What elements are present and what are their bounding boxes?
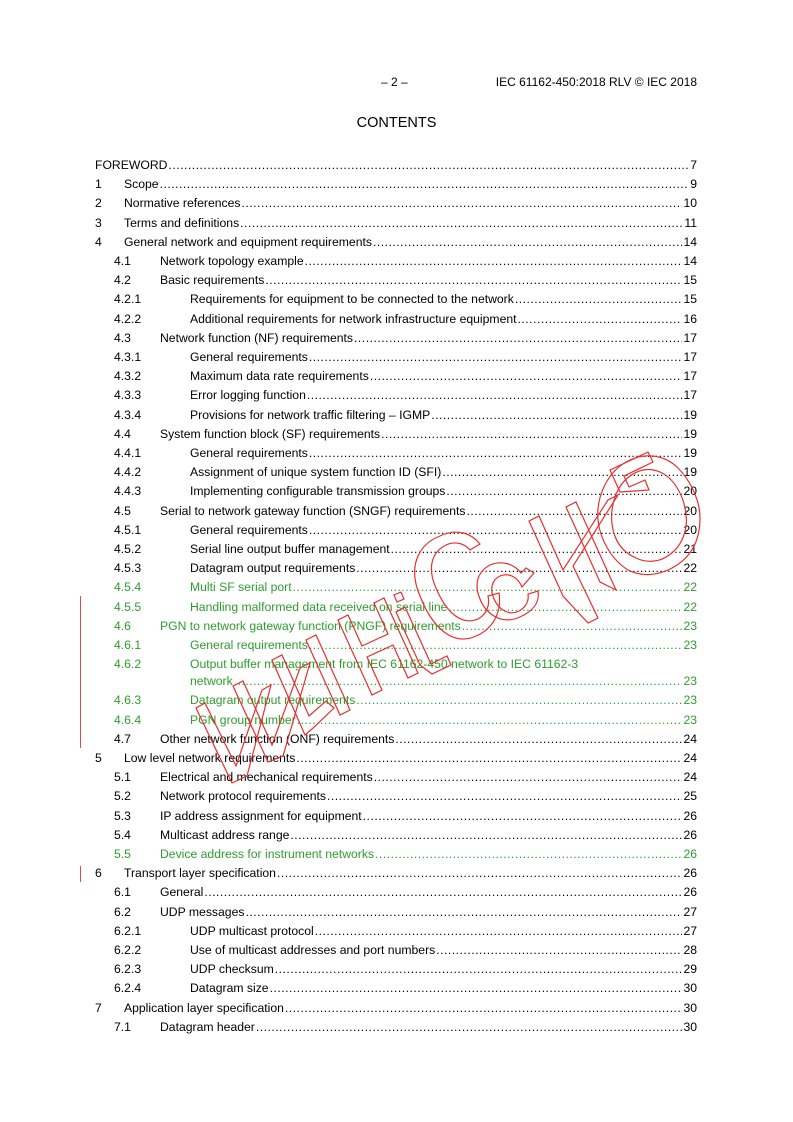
toc-entry-title: Handling malformed data received on serial line (190, 599, 448, 614)
toc-entry-number: 4.4.2 (114, 465, 142, 480)
watermark-letter-shape (415, 532, 500, 639)
toc-entry-number: 4 (95, 234, 102, 249)
toc-entry-number: 4.5.5 (114, 599, 142, 614)
toc-entry-number: 4.1 (114, 254, 131, 268)
toc-entry-number: 6.2.1 (114, 923, 142, 938)
toc-entry-number: 4.4.3 (114, 484, 142, 499)
watermark-letter-shape (233, 663, 310, 762)
toc-entry-title: Scope (124, 177, 159, 192)
toc-entry-number: 4.6.1 (114, 638, 142, 652)
toc-entry-title: General requirements (190, 638, 308, 652)
toc-entry-number: 4.4 (114, 426, 131, 441)
watermark-letter-shape (394, 592, 451, 674)
toc-entry-page: 19 (683, 446, 697, 460)
toc-entry-page: 19 (683, 426, 697, 441)
toc-entry-page: 24 (683, 770, 697, 785)
toc-entry-title: Serial line output buffer management (190, 542, 390, 556)
toc-entry-title: General requirements (190, 446, 308, 460)
toc-entry-number: 4.2.2 (114, 311, 142, 326)
toc-entry-title: Use of multicast addresses and port numbers (190, 943, 436, 957)
toc-entry-number: 4.3 (114, 330, 131, 345)
toc-entry-number: 5.1 (114, 770, 131, 785)
toc-entry-number: 4.3.2 (114, 369, 142, 384)
toc-entry-number: 2 (95, 196, 102, 211)
toc-entry-number: 4.3.4 (114, 407, 142, 422)
toc-entry-page: 26 (683, 808, 697, 823)
watermark-letter-shape (529, 495, 618, 623)
watermark-letter-shape (338, 598, 418, 695)
toc-entry-number: 4.7 (114, 731, 131, 746)
toc-entry-page: 15 (683, 292, 697, 307)
toc-entry-number: 4.6.2 (114, 657, 142, 672)
toc-entry-page: 14 (683, 254, 697, 268)
toc-entry-page: 23 (683, 674, 697, 689)
toc-entry-title: Network protocol requirements (160, 789, 326, 804)
toc-entry-page: 16 (683, 311, 697, 326)
toc-entry-page: 30 (683, 981, 697, 996)
toc-entry-title: General requirements (190, 350, 308, 364)
toc-entry-title: Provisions for network traffic filtering – IGMP (190, 407, 431, 422)
toc-entry-number: 3 (95, 215, 102, 230)
toc-entry-number: 5.3 (114, 808, 131, 823)
toc-entry-page: 17 (683, 388, 697, 403)
toc-entry-title: IP address assignment for equipment (160, 808, 362, 823)
toc-entry-title: Multicast address range (160, 827, 290, 842)
toc-entry-page: 11 (684, 215, 697, 230)
toc-entry-title: PGN to network gateway function (PNGF) requirements (160, 618, 461, 633)
toc-entry-number: 4.5.4 (114, 580, 142, 595)
toc-entry-page: 20 (683, 503, 697, 518)
toc-entry-page: 22 (683, 580, 697, 595)
toc-entry-number: 7.1 (114, 1019, 131, 1034)
toc-entry-page: 29 (683, 962, 697, 977)
toc-entry-title: UDP checksum (190, 962, 274, 977)
toc-entry-page: 24 (683, 751, 697, 765)
toc-entry-title: network (190, 674, 233, 689)
toc-entry-page: 27 (683, 923, 697, 938)
toc-entry-number: 6 (95, 866, 102, 881)
document-reference: IEC 61162-450:2018 RLV © IEC 2018 (495, 75, 697, 89)
toc-entry-number: 5.4 (114, 827, 131, 842)
toc-entry-page: 19 (683, 465, 697, 480)
watermark-letter-shape (196, 685, 271, 783)
toc-entry-title: Network function (NF) requirements (160, 330, 354, 345)
toc-entry-title: Application layer specification (124, 1000, 284, 1015)
toc-entry-number: 6.2.4 (114, 981, 142, 996)
toc-entry-title: FOREWORD (95, 158, 168, 172)
toc-entry-page: 28 (683, 943, 697, 957)
toc-entry-page: 10 (683, 196, 697, 211)
watermark-letter-shape (566, 452, 653, 590)
toc-entry-page: 21 (683, 542, 697, 556)
toc-entry-title: PGN group number (190, 712, 296, 727)
toc-entry-number: 4.2 (114, 273, 131, 288)
toc-entry-page: 22 (683, 561, 697, 576)
toc-entry-page: 26 (683, 827, 697, 842)
toc-entry-number: 4.5.3 (114, 561, 142, 576)
toc-entry-title: Implementing configurable transmission groups (190, 484, 446, 499)
watermark-letter-shape (598, 456, 700, 575)
toc-entry-number: 4.4.1 (114, 446, 142, 460)
toc-entry-number: 7 (95, 1000, 102, 1015)
toc-entry-number: 4.6.3 (114, 693, 142, 708)
toc-entry-title: Datagram output requirements (190, 561, 356, 576)
toc-entry-page: 26 (683, 885, 697, 900)
toc-entry-page: 17 (683, 350, 697, 364)
toc-entry-title: Low level network requirements (124, 751, 296, 765)
toc-entry-title: Terms and definitions (124, 215, 240, 230)
toc-entry-number: 4.2.1 (114, 292, 142, 307)
toc-entry-title: Requirements for equipment to be connected to the network (190, 292, 514, 307)
toc-entry-title: Multi SF serial port (190, 580, 292, 595)
toc-entry-page: 17 (683, 369, 697, 384)
toc-entry-title: Datagram output requirements (190, 693, 356, 708)
toc-entry-title: UDP multicast protocol (190, 923, 314, 938)
toc-entry-title: Network topology example (160, 254, 304, 268)
toc-entry-title: General requirements (190, 522, 308, 537)
toc-entry-title: Transport layer specification (124, 866, 276, 881)
toc-entry-page: 19 (683, 407, 697, 422)
toc-entry-title: Serial to network gateway function (SNGF) requirements (160, 503, 466, 518)
toc-entry-title: Other network function (ONF) requirements (160, 731, 395, 746)
toc-entry-title: Maximum data rate requirements (190, 369, 369, 384)
toc-entry-page: 7 (690, 158, 697, 172)
contents-title: CONTENTS (356, 115, 437, 131)
toc-entry-number: 1 (95, 177, 102, 192)
toc-entry-title: System function block (SF) requirements (160, 426, 381, 441)
toc-entry-page: 22 (683, 599, 697, 614)
toc-entry-page: 26 (683, 866, 697, 881)
toc-entry-page: 30 (683, 1019, 697, 1034)
toc-entry-title: Basic requirements (160, 273, 265, 288)
toc-entry-number: 6.2.3 (114, 962, 142, 977)
toc-entry-number: 4.5.2 (114, 542, 142, 556)
toc-entry-page: 9 (690, 177, 697, 192)
toc-entry-number: 6.1 (114, 885, 131, 900)
toc-entry-number: 4.3.3 (114, 388, 142, 403)
toc-entry-page: 23 (683, 693, 697, 708)
toc-entry-page: 26 (683, 847, 697, 861)
toc-entry-page: 27 (683, 904, 697, 919)
toc-entry-page: 15 (683, 273, 697, 288)
toc-entry-title: Datagram header (160, 1019, 255, 1034)
toc-entry-number: 5 (95, 751, 102, 765)
toc-entry-number: 5.2 (114, 789, 131, 804)
toc-entry-page: 20 (683, 522, 697, 537)
toc-entry-title: Normative references (124, 196, 241, 211)
toc-entry-number: 6.2.2 (114, 943, 142, 957)
toc-entry-number: 4.5.1 (114, 522, 142, 537)
toc-entry-title: General network and equipment requirements (124, 234, 372, 249)
toc-entry-title: General (160, 885, 204, 900)
toc-entry-page: 24 (683, 731, 697, 746)
toc-entry-page: 25 (683, 789, 697, 804)
toc-entry-page: 20 (683, 484, 697, 499)
toc-entry-number: 4.6.4 (114, 712, 142, 727)
toc-entry-page: 23 (683, 618, 697, 633)
toc-entry-title: Datagram size (190, 981, 269, 996)
toc-entry-page: 30 (683, 1000, 697, 1015)
page-number: – 2 – (381, 75, 408, 89)
toc-entry-number: 4.3.1 (114, 350, 142, 364)
toc-entry-page: 14 (683, 234, 697, 249)
toc-entry-title: Assignment of unique system function ID (SFI) (190, 465, 442, 480)
toc-entry-title: Device address for instrument networks (160, 847, 375, 861)
toc-entry-page: 23 (683, 712, 697, 727)
toc-entry-number: 5.5 (114, 847, 131, 861)
toc-entry-page: 23 (683, 638, 697, 652)
toc-entry-title-line: Output buffer management from IEC 61162-450 network to IEC 61162-3 (190, 657, 579, 672)
toc-entry-number: 6.2 (114, 904, 131, 919)
toc-entry-number: 4.6 (114, 618, 131, 633)
toc-entry-title: UDP messages (160, 904, 245, 919)
toc-entry-title: Electrical and mechanical requirements (160, 770, 373, 785)
toc-entry-title: Error logging function (190, 388, 306, 403)
toc-entry-page: 17 (683, 330, 697, 345)
toc-entry-number: 4.5 (114, 503, 131, 518)
toc-entry-title: Additional requirements for network infrastructure equipment (190, 311, 517, 326)
